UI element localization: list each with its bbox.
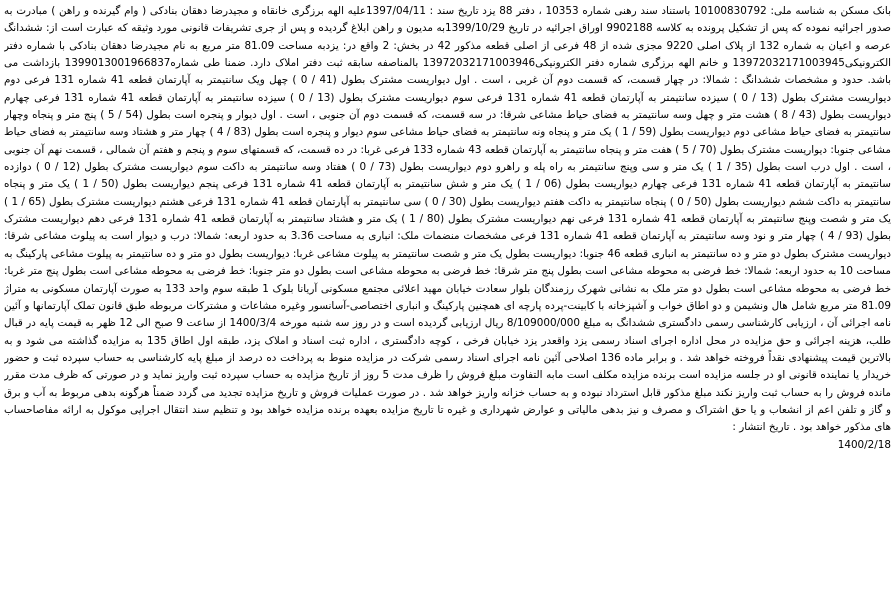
notice-body: بانک مسکن به شناسه ملی: 10100830792 باستناد سند رهنی شماره 10353 ، دفتر 88 یزد تاریخ سند : 1397/04/11علیه الهه برزگری خانقاه و مجیدرضا دهقان بنادکی ( وام گیرنده و راهن ) مبادرت به صدور اجرائیه نموده که پس از تشکیل پرونده به کلاسه 9902188 اوراق اجرائیه در تاریخ 1399/10/29به مدیون و راهن ابلاغ گردیده و پس از جری تشریفات قانونی مورد وثیقه که عبارت است از: ششدانگ عرصه و اعیان به شماره 132 از پلاک اصلی 9220 مجزی شده از 48 فرعی از اصلی قطعه مذکور 42 در بخش: 2 واقع در: یزدبه مساحت 81.09 متر مربع به نام مجیدرضا دهقان بنادکی با شماره دفتر الکترونیکی13972032171003945 و خانم الهه برزگری شماره دفتر الکترونیکی13972032171003946 بالمناصفه سابقه ثبت دفتر املاک دارد. ضمنا طی شماره1399013001966837 بازداشت می باشد. حدود و مشخصات ششدانگ : شمالا: در چهار قسمت، که قسمت دوم آن غربی ، است . اول دیواریست مشترک بطول (41 / 0 ) چهل ویک سانتیمتر به آپارتمان قطعه 41 شماره 131 فرعی دوم دیواریست مشترک بطول (13 / 0 ) سیزده سانتیمتر به آپارتمان قطعه 41 شماره 131 فرعی سوم دیواریست مشترک بطول (13 / 0 ) سیزده سانتیمتر به آپارتمان قطعه 41 شماره 131 فرعی چهارم دیواریست بطول (43 / 8 ) هشت متر و چهل وسه سانتیمتر به فضای حیاط مشاعی شرقا: در سه قسمت، که قسمت دوم آن جنوبی ، است . اول دیوار و پنجره است بطول (54 / 5 ) پنج متر و پنجاه وچهار سانتیمتر به فضای حیاط مشاعی دوم دیواریست بطول (59 / 1 ) یک متر و پنجاه ونه سانتیمتر به فضای حیاط مشاعی سوم دیوار و پنجره است بطول (83 / 4 ) چهار متر و هشتاد وسه سانتیمتر به فضای حیاط مشاعی جنوبا: دیواریست مشترک بطول (70 / 5 ) هفت متر و پنجاه سانتیمتر به آپارتمان قطعه 43 شماره 133 فرعی غربا: در ده قسمت، که قسمتهای سوم و پنجم و هفتم آن شمالی ، قسمت نهم آن جنوبی ، است . اول درب است بطول (35 / 1 ) یک متر و سی وپنج سانتیمتر به راه پله و راهرو دوم دیواریست بطول (73 / 0 ) هفتاد وسه سانتیمتر به داکت سوم دیواریست مشترک بطول (12 / 0 ) دوازده سانتیمتر به آپارتمان قطعه 41 شماره 131 فرعی چهارم دیواریست بطول (06 / 1 ) یک متر و شش سانتیمتر به آپارتمان قطعه 41 شماره 131 فرعی پنجم دیواریست بطول (50 / 1 ) یک متر و پنجاه سانتیمتر به داکت ششم دیواریست بطول (50 / 0 ) پنجاه سانتیمتر به داکت هفتم دیواریست بطول (30 / 0 ) سی سانتیمتر به آپارتمان قطعه 41 شماره 131 فرعی هشتم دیواریست مشترک بطول (65 / 1 ) یک متر و شصت وپنج سانتیمتر به آپارتمان قطعه 41 شماره 131 فرعی نهم دیواریست مشترک بطول (80 / 1 ) یک متر و هشتاد سانتیمتر به آپارتمان قطعه 41 شماره 131 فرعی دهم دیواریست مشترک بطول (93 / 4 ) چهار متر و نود وسه سانتیمتر به آپارتمان قطعه 41 شماره 131 فرعی مشخصات منضمات ملک: انباری به مساحت 3.36 به حدود اربعه: شمالا: درب و دیوار است به پیلوت مشاعی شرقا: دیواریست مشترک بطول دو متر و ده سانتیمتر به انباری قطعه 46 جنوبا: دیواریست بطول یک متر و شصت سانتیمتر به پیلوت مشاعی غربا: دیواریست بطول دو متر و ده سانتیمتر به پیلوت مشاعی پارکینگ به مساحت 10 به حدود اربعه: شمالا: خط فرضی به محوطه مشاعی است بطول پنج متر شرقا: خط فرضی به محوطه مشاعی است بطول دو متر جنوبا: خط فرضی به محوطه مشاعی است بطول پنج متر غربا: خط فرضی به محوطه مشاعی است بطول دو متر ملک به نشانی شهرک رزمندگان بلوار سعادت خیابان مهید اعلائی مجتمع مسکونی آریانا بلوک 1 طبقه سوم واحد 133 به صورت آپارتمان مسکونی به متراژ 81.09 متر مربع شامل هال ونشیمن و دو اطاق خواب و آشپزخانه با کابینت-پرده پارچه ای همچنین پارکینگ و انباری اختصاصی-آسانسور وغیره مشاعات و مشترکات مربوطه طبق قانون تملک آپارتمانها و آئین نامه اجرائی آن ، ارزیابی کارشناسی رسمی دادگستری ششدانگ به مبلغ 8/109000/000 ریال ارزیابی گردیده است و در روز سه شنبه مورخه 1400/3/4 از ساعت 9 صبح الی 12 ظهر به قیمت پایه در قبال طلب، هزینه اجرائی و حق مزایده در محل اداره اجرای اسناد رسمی یزد واقعدر یزد خیابان فرخی ، کوچه دادگستری ، اداره ثبت اسناد و املاک یزد، طبقه اول اطاق 135 به مزایده گذاشته می شود و به بالاترین قیمت پیشنهادی نقداً فروخته خواهد شد . و برابر ماده 136 اصلاحی آئین نامه اجرای اسناد رسمی شرکت در مزایده منوط به پرداخت ده درصد از مبلغ پایه کارشناسی به حساب سپرده ثبت و حضور خریدار یا نماینده قانونی او در جلسه مزایده است برنده مزایده مکلف است مابه التفاوت مبلغ فروش را ظرف مدت 5 روز از تاریخ مزایده به حساب سپرده ثبت واریز نماید و در صورتی که ظرف مدت مقرر مانده فروش را به حساب ثبت واریز نکند مبلغ مذکور قابل استرداد نبوده و به حساب خزانه واریز خواهد شد . در صورت عملیات فروش و تاریخ مزایده تجدید می گردد ضمناً هرگونه بدهی مربوط به آب و برق و گاز و تلفن اعم از انشعاب و یا حق اشتراک و مصرف و نیز بدهی مالیاتی و عوارض شهرداری و غیره تا تاریخ مزایده بعهده برنده مزایده خواهد بود و تنظیم سند انتقال اجرایی موکول به ارائه مفاصاحساب های مذکور خواهد بود . تاریخ انتشار : (4, 5, 891, 434)
auction-notice (4, 3, 891, 587)
publish-date: 1400/2/18 (837, 438, 891, 451)
